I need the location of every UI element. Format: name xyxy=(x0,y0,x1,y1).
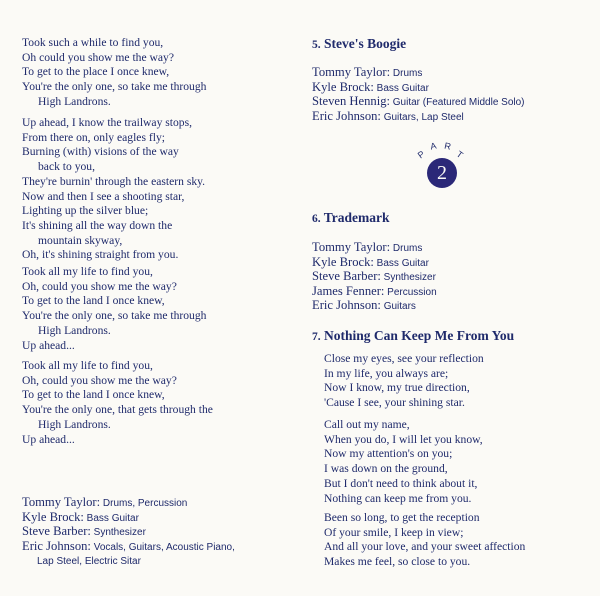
credit-line xyxy=(312,285,437,300)
musician-name: Steve Barber: xyxy=(22,524,91,539)
lyric-line: Took all my life to find you, xyxy=(22,359,153,372)
lyric-line: You're the only one, that gets through the xyxy=(22,403,213,417)
musician-role: Synthesizer xyxy=(90,527,146,539)
song-title-text: Steve's Boogie xyxy=(324,36,407,51)
musician-role: Drums xyxy=(390,68,423,79)
lyric-line: back to you, xyxy=(38,160,95,174)
lyric-line: Been so long, to get the reception xyxy=(324,511,480,524)
lyric-line: Of your smile, I keep in view; xyxy=(324,525,464,539)
credit-line xyxy=(22,554,235,569)
lyrics-stanza xyxy=(22,116,205,263)
lyrics-stanza xyxy=(22,359,213,447)
lyric-line: In my life, you always are; xyxy=(324,366,449,380)
musician-name: Tommy Taylor: xyxy=(312,65,391,79)
lyrics-stanza xyxy=(324,511,525,570)
lyric-line: Oh, could you show me the way? xyxy=(22,373,177,387)
lyric-line: To get to the land I once knew, xyxy=(22,294,165,308)
musician-credits xyxy=(312,241,437,314)
part-letter: P xyxy=(415,148,427,161)
lyrics-stanza xyxy=(324,418,483,506)
credit-line xyxy=(312,110,525,125)
credit-line xyxy=(22,540,235,555)
lyric-line: But I don't need to think about it, xyxy=(324,476,478,490)
song-title-text: Trademark xyxy=(323,210,390,225)
lyric-line: They're burnin' through the eastern sky. xyxy=(22,174,206,188)
musician-name: Tommy Taylor: xyxy=(22,495,101,509)
musician-name: Eric Johnson: xyxy=(22,538,91,553)
credit-line xyxy=(22,511,235,526)
lyric-line: Lighting up the silver blue; xyxy=(22,204,149,218)
musician-role: Synthesizer xyxy=(380,272,436,284)
lyric-line: High Landrons. xyxy=(38,323,111,337)
musician-name: Kyle Brock: xyxy=(22,509,84,524)
musician-role: Bass Guitar xyxy=(373,82,429,94)
musician-role: Lap Steel, Electric Sitar xyxy=(37,556,141,568)
lyrics-stanza xyxy=(324,352,484,411)
musician-name: Kyle Brock: xyxy=(312,79,374,94)
track-number: 5. xyxy=(312,39,321,51)
song-title-text: Nothing Can Keep Me From You xyxy=(324,328,515,343)
lyric-line: High Landrons. xyxy=(38,417,111,431)
lyric-line: Up ahead, I know the trailway stops, xyxy=(22,116,193,129)
lyric-line: Took such a while to find you, xyxy=(22,36,164,49)
musician-role: Bass Guitar xyxy=(83,512,139,524)
musician-name: Steven Hennig: xyxy=(312,94,390,109)
song-title-nothing-can-keep-me-from-you xyxy=(312,328,514,344)
lyric-line: Up ahead... xyxy=(22,432,75,446)
lyrics-stanza xyxy=(22,36,206,110)
lyric-line: From there on, only eagles fly; xyxy=(22,130,165,144)
credit-line xyxy=(312,241,437,256)
musician-role: Guitar (Featured Middle Solo) xyxy=(390,97,525,109)
credit-line xyxy=(312,256,437,271)
part-badge xyxy=(409,136,473,200)
track-number: 7. xyxy=(312,331,321,343)
credit-line xyxy=(312,95,525,110)
credit-line xyxy=(312,81,525,96)
musician-role: Drums, Percussion xyxy=(100,498,188,509)
credit-line xyxy=(312,270,437,285)
musician-name: James Fenner: xyxy=(312,283,385,298)
musician-role: Percussion xyxy=(384,286,437,298)
lyric-line: Now and then I see a shooting star, xyxy=(22,189,185,203)
part-letter: T xyxy=(454,148,465,161)
part-number: 2 xyxy=(427,158,457,188)
lyric-line: Nothing can keep me from you. xyxy=(324,491,472,505)
musician-name: Eric Johnson: xyxy=(312,108,381,123)
lyric-line: To get to the land I once knew, xyxy=(22,388,165,402)
musician-role: Bass Guitar xyxy=(373,257,429,269)
lyric-line: You're the only one, so take me through xyxy=(22,80,207,94)
musician-name: Tommy Taylor: xyxy=(312,240,391,254)
lyric-line: Took all my life to find you, xyxy=(22,265,153,278)
lyric-line: mountain skyway, xyxy=(38,233,123,247)
part-letter: A xyxy=(429,140,438,152)
musician-role: Guitars, Lap Steel xyxy=(380,111,464,123)
lyrics-stanza xyxy=(22,265,206,353)
lyric-line: Call out my name, xyxy=(324,418,410,431)
lyric-line: I was down on the ground, xyxy=(324,462,448,476)
musician-name: Eric Johnson: xyxy=(312,298,381,313)
track-number: 6. xyxy=(312,213,321,225)
lyric-line: Makes me feel, so close to you. xyxy=(324,555,471,569)
lyric-line: Burning (with) visions of the way xyxy=(22,145,179,159)
musician-role: Drums xyxy=(390,243,423,254)
song-title-trademark xyxy=(312,210,390,226)
lyric-line: 'Cause I see, your shining star. xyxy=(324,396,465,410)
credit-line xyxy=(312,299,437,314)
musician-role: Guitars xyxy=(380,301,416,313)
credit-line xyxy=(22,525,235,540)
musician-name: Steve Barber: xyxy=(312,269,381,284)
lyric-line: Oh could you show me the way? xyxy=(22,50,174,64)
lyric-line: And all your love, and your sweet affection xyxy=(324,540,526,554)
lyric-line: To get to the place I once knew, xyxy=(22,65,170,79)
lyric-line: When you do, I will let you know, xyxy=(324,432,483,446)
credit-line xyxy=(22,496,235,511)
lyric-line: You're the only one, so take me through xyxy=(22,309,207,323)
lyric-line: It's shining all the way down the xyxy=(22,218,173,232)
lyric-line: Oh, it's shining straight from you. xyxy=(22,248,179,262)
musician-role: Vocals, Guitars, Acoustic Piano, xyxy=(90,541,235,553)
lyric-line: High Landrons. xyxy=(38,94,111,108)
lyric-line: Oh, could you show me the way? xyxy=(22,279,177,293)
credit-line xyxy=(312,66,525,81)
lyric-line: Now I know, my true direction, xyxy=(324,381,470,395)
song-title-steves-boogie xyxy=(312,36,406,52)
lyric-line: Up ahead... xyxy=(22,338,75,352)
musician-credits xyxy=(312,66,525,124)
musician-name: Kyle Brock: xyxy=(312,254,374,269)
lyric-line: Now my attention's on you; xyxy=(324,447,453,461)
lyric-line: Close my eyes, see your reflection xyxy=(324,352,484,365)
musician-credits xyxy=(22,496,235,569)
part-letter: R xyxy=(443,140,452,152)
